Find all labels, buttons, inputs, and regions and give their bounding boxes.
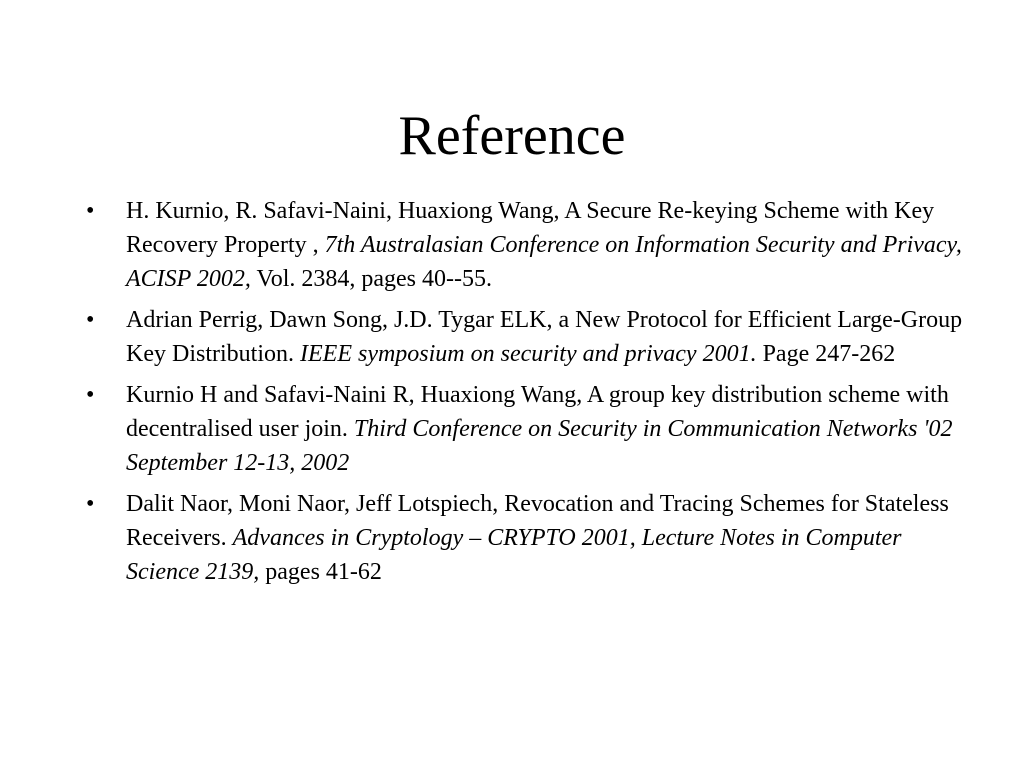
reference-details: Page 247-262	[756, 341, 896, 367]
reference-list	[80, 194, 980, 596]
bullet: •	[86, 382, 95, 408]
bullet: •	[86, 307, 95, 333]
reference-authors-title: Dalit Naor, Moni Naor, Jeff Lotspiech, Revocation and Tracing Schemes for Stateless Receivers.	[126, 491, 949, 551]
bullet: •	[86, 198, 95, 224]
reference-item	[80, 487, 980, 589]
bullet: •	[86, 491, 95, 517]
reference-venue: Advances in Cryptology – CRYPTO 2001, Lecture Notes in Computer Science 2139,	[126, 525, 902, 585]
reference-item	[80, 303, 980, 371]
slide-title: Reference	[398, 105, 626, 167]
reference-authors-title: Kurnio H and Safavi-Naini R, Huaxiong Wang, A group key distribution scheme with decentralised user join.	[126, 382, 949, 442]
reference-venue: Third Conference on Security in Communication Networks '02 September 12-13, 2002	[126, 416, 953, 476]
reference-authors-title: H. Kurnio, R. Safavi-Naini, Huaxiong Wang, A Secure Re-keying Scheme with Key Recovery Property ,	[126, 198, 935, 258]
reference-item	[80, 194, 980, 296]
reference-authors-title: Adrian Perrig, Dawn Song, J.D. Tygar ELK, a New Protocol for Efficient Large-Group Key Distribution.	[126, 307, 963, 367]
reference-venue: 7th Australasian Conference on Information Security and Privacy, ACISP 2002,	[126, 232, 962, 292]
reference-venue: IEEE symposium on security and privacy 2001.	[300, 341, 757, 367]
reference-details: Vol. 2384, pages 40--55.	[250, 266, 492, 292]
reference-details: pages 41-62	[259, 559, 382, 585]
reference-item	[80, 378, 980, 480]
